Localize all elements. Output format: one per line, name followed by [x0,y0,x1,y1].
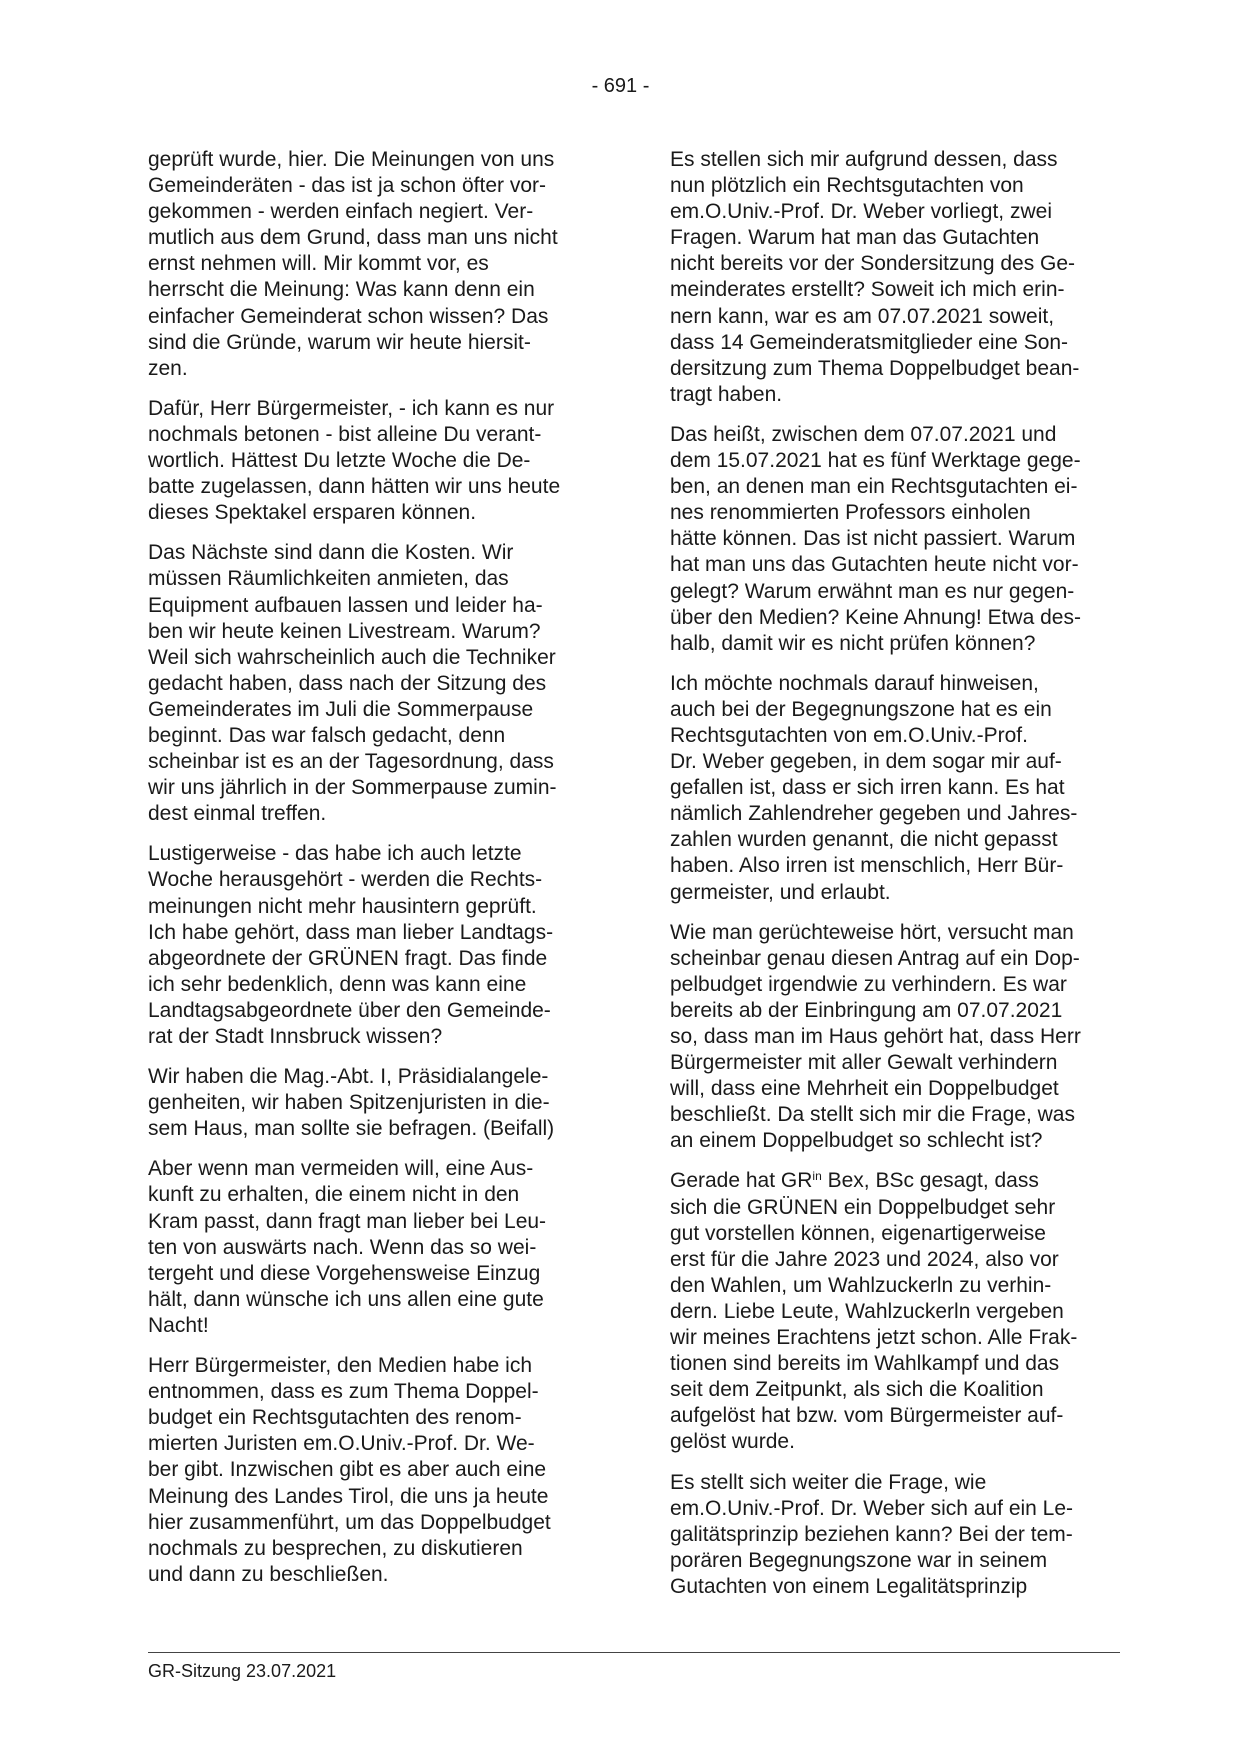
text-line: Ich möchte nochmals darauf hinweisen, [670,671,1039,695]
text-line: mutlich aus dem Grund, dass man uns nicht [148,226,558,250]
text-line: gelöst wurde. [670,1430,795,1454]
paragraph [148,147,606,382]
text-line: Rechtsgutachten von em.O.Univ.-Prof. [670,723,1028,747]
text-line: dersitzung zum Thema Doppelbudget bean- [670,356,1080,380]
paragraph [148,841,606,1050]
text-line: hier zusammenführt, um das Doppelbudget [148,1510,551,1534]
paragraph [670,422,1128,657]
text-line: tergeht und diese Vorgehensweise Einzug [148,1261,541,1285]
text-line: galitätsprinzip beziehen kann? Bei der tem- [670,1522,1073,1546]
text-line: ben wir heute keinen Livestream. Warum? [148,619,541,643]
text-line: genheiten, wir haben Spitzenjuristen in die- [148,1091,550,1115]
text-line: Dafür, Herr Bürgermeister, - ich kann es nur [148,396,555,420]
text-line: Aber wenn man vermeiden will, eine Aus- [148,1157,534,1181]
text-line: dass 14 Gemeinderatsmitglieder eine Son- [670,330,1069,354]
text-line: Nacht! [148,1313,209,1337]
text-line: wir uns jährlich in der Sommerpause zumin- [148,776,557,800]
text-line: Meinung des Landes Tirol, die uns ja heute [148,1484,549,1508]
text-line: über den Medien? Keine Ahnung! Etwa des- [670,605,1081,629]
footer-text: GR-Sitzung 23.07.2021 [148,1661,337,1681]
text-line: Lustigerweise - das habe ich auch letzte [148,842,522,866]
text-line: meinungen nicht mehr hausintern geprüft. [148,894,537,918]
text-line: nun plötzlich ein Rechtsgutachten von [670,174,1024,198]
text-line: abgeordnete der GRÜNEN fragt. Das finde [148,946,548,970]
paragraph [148,1064,606,1142]
text-line: ich sehr bedenklich, denn was kann eine [148,972,527,996]
text-line: Landtagsabgeordnete über den Gemeinde- [148,998,551,1022]
text-line: wortlich. Hättest Du letzte Woche die De- [148,449,531,473]
text-line: Das Nächste sind dann die Kosten. Wir [148,541,514,565]
text-line: zahlen wurden genannt, die nicht gepasst [670,828,1058,852]
footer-divider [148,1652,1120,1653]
text-line: zen. [148,356,188,380]
text-line [670,1168,1128,1194]
text-line: haben. Also irren ist menschlich, Herr Bür- [670,854,1064,878]
text-line: so, dass man im Haus gehört hat, dass Herr [670,1025,1081,1048]
text-line: auch bei der Begegnungszone hat es ein [670,697,1052,721]
text-line: dieses Spektakel ersparen können. [148,501,477,525]
text-line: Wie man gerüchteweise hört, versucht man [670,920,1074,944]
text-line: Gutachten von einem Legalitätsprinzip [670,1574,1028,1598]
text-line: tragt haben. [670,382,783,406]
text-line: germeister, und erlaubt. [670,880,891,904]
text-line: und dann zu beschließen. [148,1562,389,1586]
paragraph [670,671,1128,906]
text-line: tionen sind bereits im Wahlkampf und das [670,1352,1060,1376]
text-line: budget ein Rechtsgutachten des renom- [148,1406,522,1430]
paragraph [670,1168,1128,1455]
text-line: Herr Bürgermeister, den Medien habe ich [148,1354,533,1378]
text-line: rat der Stadt Innsbruck wissen? [148,1025,443,1048]
text-line: bereits ab der Einbringung am 07.07.2021 [670,998,1063,1022]
text-line: scheinbar ist es an der Tagesordnung, dass [148,750,554,774]
text-line: nochmals betonen - bist alleine Du verant- [148,422,542,446]
text-fragment: Gerade hat GR [670,1169,813,1193]
text-line: dern. Liebe Leute, Wahlzuckerln vergeben [670,1299,1064,1323]
text-line: gelegt? Warum erwähnt man es nur gegen- [670,579,1075,603]
text-line: hätte können. Das ist nicht passiert. Warum [670,527,1076,551]
text-line: Equipment aufbauen lassen und leider ha- [148,593,543,617]
left-column [148,147,606,1602]
paragraph [148,1353,606,1588]
text-line: ernst nehmen will. Mir kommt vor, es [148,252,489,276]
text-line: ber gibt. Inzwischen gibt es aber auch eine [148,1458,547,1482]
text-line: Das heißt, zwischen dem 07.07.2021 und [670,422,1057,446]
text-line: Ich habe gehört, dass man lieber Landtags- [148,920,554,944]
text-line: Gemeinderates im Juli die Sommerpause [148,697,534,721]
text-line: porären Begegnungszone war in seinem [670,1548,1048,1572]
text-line: gedacht haben, dass nach der Sitzung des [148,671,547,695]
text-line: Woche herausgehört - werden die Rechts- [148,868,543,892]
text-line: pelbudget irgendwie zu verhindern. Es war [670,972,1067,996]
text-line: kunft zu erhalten, die einem nicht in den [148,1183,520,1207]
text-line: batte zugelassen, dann hätten wir uns heute [148,475,561,499]
text-line: den Wahlen, um Wahlzuckerln zu verhin- [670,1273,1052,1297]
paragraph [670,1470,1128,1600]
text-line: will, dass eine Mehrheit ein Doppelbudget [670,1077,1059,1101]
paragraph [148,540,606,827]
text-line: scheinbar genau diesen Antrag auf ein Dop- [670,946,1080,970]
text-line: Kram passt, dann fragt man lieber bei Leu- [148,1209,547,1233]
superscript: in [812,1169,822,1184]
text-line: entnommen, dass es zum Thema Doppel- [148,1380,539,1404]
text-line: nochmals zu besprechen, zu diskutieren [148,1536,523,1560]
text-line: Es stellen sich mir aufgrund dessen, dass [670,148,1058,171]
text-line: Es stellt sich weiter die Frage, wie [670,1470,987,1494]
text-line: Gemeinderäten - das ist ja schon öfter vor- [148,174,547,198]
text-line: ben, an denen man ein Rechtsgutachten ei- [670,475,1078,499]
text-line: seit dem Zeitpunkt, als sich die Koalition [670,1378,1044,1402]
text-line: sind die Gründe, warum wir heute hiersit- [148,330,531,354]
text-line: Dr. Weber gegeben, in dem sogar mir auf- [670,750,1062,774]
text-line: em.O.Univ.-Prof. Dr. Weber sich auf ein Le- [670,1496,1074,1520]
text-line: gefallen ist, dass er sich irren kann. Es hat [670,776,1065,800]
paragraph [148,396,606,526]
text-line: nicht bereits vor der Sondersitzung des Ge- [670,252,1076,276]
text-line: sem Haus, man sollte sie befragen. (Beifall) [148,1117,555,1141]
page-number: - 691 - [591,75,650,97]
text-line: müssen Räumlichkeiten anmieten, das [148,567,509,591]
text-fragment: Bex, BSc gesagt, dass [821,1169,1039,1193]
paragraph [670,920,1128,1155]
text-line: herrscht die Meinung: Was kann denn ein [148,278,535,302]
text-line: em.O.Univ.-Prof. Dr. Weber vorliegt, zwei [670,200,1052,224]
text-line: Fragen. Warum hat man das Gutachten [670,226,1040,250]
text-line: ten von auswärts nach. Wenn das so wei- [148,1235,537,1259]
text-line: wir meines Erachtens jetzt schon. Alle Frak- [670,1326,1078,1350]
text-line: mierten Juristen em.O.Univ.-Prof. Dr. We- [148,1432,535,1456]
text-line: Bürgermeister mit aller Gewalt verhindern [670,1051,1058,1075]
text-line: gekommen - werden einfach negiert. Ver- [148,200,534,224]
text-line: dest einmal treffen. [148,802,327,826]
text-line: hat man uns das Gutachten heute nicht vor- [670,553,1079,577]
right-column [670,147,1128,1614]
text-line: sich die GRÜNEN ein Doppelbudget sehr [670,1195,1056,1219]
text-line: erst für die Jahre 2023 und 2024, also vor [670,1247,1059,1271]
text-line: meinderates erstellt? Soweit ich mich erin- [670,278,1065,302]
paragraph [670,147,1128,408]
text-line: beschließt. Da stellt sich mir die Frage, was [670,1103,1075,1127]
text-line: nämlich Zahlendreher gegeben und Jahres- [670,802,1078,826]
text-line: nern kann, war es am 07.07.2021 soweit, [670,304,1055,328]
text-line: aufgelöst hat bzw. vom Bürgermeister auf- [670,1404,1064,1428]
text-line: dem 15.07.2021 hat es fünf Werktage gege- [670,449,1081,473]
text-line: Wir haben die Mag.-Abt. I, Präsidialangele- [148,1065,549,1089]
text-line: Weil sich wahrscheinlich auch die Techniker [148,645,556,669]
paragraph [148,1156,606,1339]
text-line: hält, dann wünsche ich uns allen eine gute [148,1287,544,1311]
text-line: halb, damit wir es nicht prüfen können? [670,631,1036,655]
text-line: einfacher Gemeinderat schon wissen? Das [148,304,549,328]
text-line: gut vorstellen können, eigenartigerweise [670,1221,1046,1245]
text-line: nes renommierten Professors einholen [670,501,1031,525]
text-line: beginnt. Das war falsch gedacht, denn [148,723,506,747]
text-line: an einem Doppelbudget so schlecht ist? [670,1129,1043,1153]
text-line: geprüft wurde, hier. Die Meinungen von uns [148,148,555,171]
